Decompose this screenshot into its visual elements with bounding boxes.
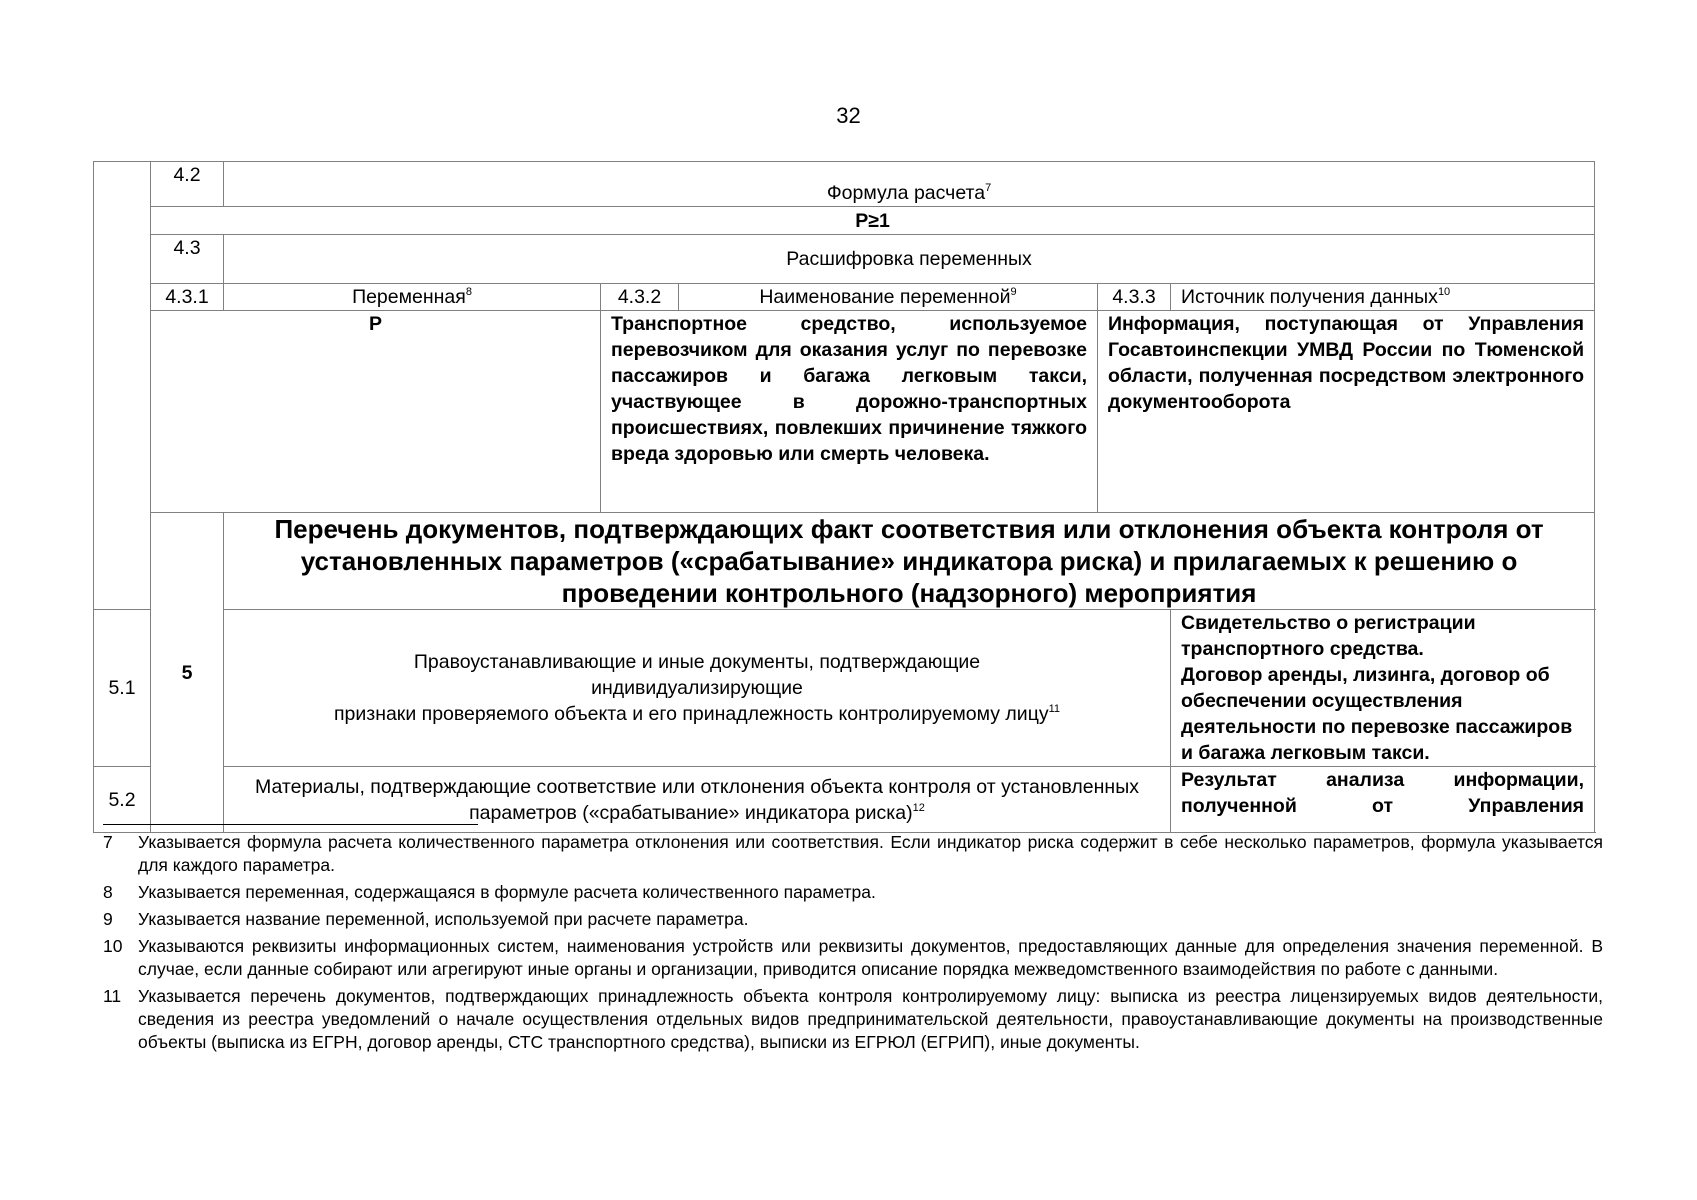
section-5-number: 5 bbox=[151, 513, 224, 833]
row-4-3 bbox=[94, 235, 1595, 284]
footnote-number: 10 bbox=[103, 936, 123, 956]
row-5-2-number: 5.2 bbox=[94, 767, 151, 833]
header-variable-cell bbox=[224, 284, 601, 311]
footnote-item bbox=[103, 935, 1603, 981]
row-5-1-document-1: Свидетельство о регистрации транспортного средства. bbox=[1181, 612, 1476, 660]
row-5-1-line-3: признаки проверяемого объекта и его принадлежность контролируемому лицу bbox=[333, 703, 1049, 725]
footnote-text: Указывается формула расчета количественного параметра отклонения или соответствия. Если индикатор риска содержит в себе несколько параметров, формула указывается для каждого параметра. bbox=[138, 832, 1603, 875]
footnote-item bbox=[103, 908, 1603, 931]
footnote-text: Указываются реквизиты информационных систем, наименования устройств или реквизиты документов, предоставляющих данные для определения значения переменной. В случае, если данные собирают или агрегируют иные органы и организации, приводится описание порядка межведомственного взаимодействия по работе с данными. bbox=[138, 936, 1603, 979]
section-5-title: Перечень документов, подтверждающих факт соответствия или отклонения объекта контроля от установленных параметров («срабатывание» индикатора риска) и прилагаемых к решению о проведении контрольного (надзорного) мероприятия bbox=[224, 513, 1595, 610]
variable-value: P bbox=[151, 311, 601, 513]
variables-decoding-label: Расшифровка переменных bbox=[224, 235, 1595, 284]
footnote-ref-8: 8 bbox=[465, 286, 472, 298]
header-data-source: Источник получения данных bbox=[1181, 286, 1438, 308]
row-4-2 bbox=[94, 162, 1595, 207]
variable-name-value: Транспортное средство, используемое перевозчиком для оказания услуг по перевозке пассажиров и багажа легковым такси, участвующее в дорожно-транспортных происшествиях, повлекших причинение тяжкого вреда здоровью или смерть человека. bbox=[601, 311, 1098, 513]
footnote-item bbox=[103, 985, 1603, 1054]
footnote-ref-12: 12 bbox=[912, 801, 925, 814]
footnote-separator bbox=[103, 824, 478, 825]
row-variable-values bbox=[94, 311, 1595, 513]
page-number: 32 bbox=[836, 103, 861, 128]
header-data-source-cell bbox=[1171, 284, 1595, 311]
header-variable-name: Наименование переменной bbox=[759, 286, 1011, 308]
footnote-number: 11 bbox=[103, 986, 122, 1006]
header-variable: Переменная bbox=[352, 286, 466, 308]
header-4-3-1-number: 4.3.1 bbox=[151, 284, 224, 311]
header-4-3-2-number: 4.3.2 bbox=[601, 284, 679, 311]
header-variable-name-cell bbox=[679, 284, 1098, 311]
footnote-ref-7: 7 bbox=[985, 182, 992, 194]
footnote-number: 8 bbox=[103, 882, 113, 902]
footnote-text: Указывается перечень документов, подтверждающих принадлежность объекта контроля контролируемому лицу: выписка из реестра лицензируемых видов деятельности, сведения из реестра уведомлений о начале осуществления отдельных видов предпринимательской деятельности, правоустанавливающие документы на производственные объекты (выписка из ЕГРН, договор аренды, СТС транспортного средства), выписки из ЕГРЮЛ (ЕГРИП), иные документы. bbox=[138, 986, 1603, 1052]
footnotes bbox=[103, 831, 1603, 1058]
footnote-ref-10: 10 bbox=[1437, 286, 1451, 298]
row-5-2-text: Материалы, подтверждающие соответствие или отклонения объекта контроля от установленных параметров («срабатывание» индикатора риска) bbox=[255, 775, 1139, 824]
row-5-1-description bbox=[224, 610, 1171, 767]
row-5-1-number: 5.1 bbox=[94, 610, 151, 767]
row-5-2-description bbox=[224, 767, 1171, 833]
row-5-1-line-3-wrap bbox=[234, 701, 1160, 727]
header-4-3-3-number: 4.3.3 bbox=[1098, 284, 1171, 311]
section-4-blank-cell bbox=[94, 162, 151, 610]
row-5-1-line-2: индивидуализирующие bbox=[591, 677, 803, 699]
row-5-2-result: Результат анализа информации, полученной от Управления bbox=[1171, 767, 1595, 833]
row-section-5-title bbox=[94, 513, 1595, 610]
row-5-1 bbox=[94, 610, 1595, 767]
footnote-text: Указывается переменная, содержащаяся в формуле расчета количественного параметра. bbox=[138, 882, 876, 902]
row-5-2 bbox=[94, 767, 1595, 833]
row-4-2-number: 4.2 bbox=[151, 162, 224, 207]
row-4-3-number: 4.3 bbox=[151, 235, 224, 284]
row-variable-headers bbox=[94, 284, 1595, 311]
row-5-1-documents bbox=[1171, 610, 1595, 767]
formula-label: Формула расчета bbox=[826, 182, 986, 204]
row-5-1-document-2: Договор аренды, лизинга, договор об обеспечении осуществления деятельности по перевозке пассажиров и багажа легковым такси. bbox=[1181, 664, 1573, 764]
footnote-number: 9 bbox=[103, 909, 113, 929]
footnote-ref-9: 9 bbox=[1010, 286, 1017, 298]
formula-value: P≥1 bbox=[151, 207, 1595, 235]
row-formula bbox=[94, 207, 1595, 235]
footnote-text: Указывается название переменной, используемой при расчете параметра. bbox=[138, 909, 749, 929]
footnote-item bbox=[103, 831, 1603, 877]
footnote-ref-11: 11 bbox=[1048, 703, 1061, 715]
formula-label-cell bbox=[224, 162, 1595, 207]
indicator-table bbox=[93, 161, 1595, 833]
footnote-number: 7 bbox=[103, 832, 113, 852]
row-5-1-line-1: Правоустанавливающие и иные документы, подтверждающие bbox=[413, 651, 981, 673]
footnote-item bbox=[103, 881, 1603, 904]
variable-source-value: Информация, поступающая от Управления Госавтоинспекции УМВД России по Тюменской области, полученная посредством электронного документооборота bbox=[1098, 311, 1595, 513]
